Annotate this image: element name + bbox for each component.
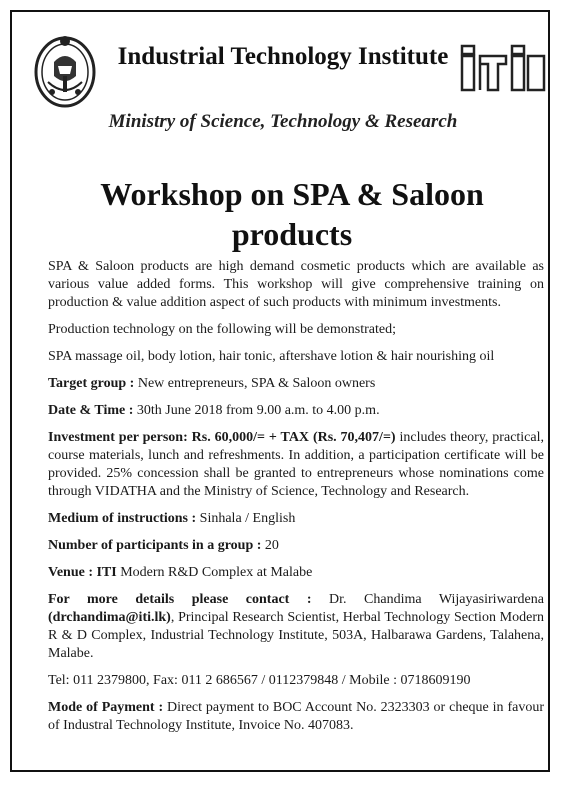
demo-intro: Production technology on the following will be demonstrated; bbox=[48, 322, 396, 337]
participants-label: Number of participants in a group : bbox=[48, 538, 262, 553]
iti-logo-icon bbox=[460, 42, 546, 94]
investment bbox=[48, 429, 544, 501]
participants-value: 20 bbox=[261, 538, 279, 553]
datetime-label: Date & Time : bbox=[48, 403, 134, 418]
institute-name: Industrial Technology Institute bbox=[117, 43, 449, 70]
target-group bbox=[48, 375, 544, 393]
venue-label: Venue : ITI bbox=[48, 565, 117, 580]
sri-lanka-emblem-icon bbox=[34, 32, 96, 108]
contact-name: Dr. Chandima Wijayasiriwardena bbox=[311, 592, 544, 607]
medium-value: Sinhala / English bbox=[196, 511, 296, 526]
contact-label: For more details please contact : bbox=[48, 592, 312, 607]
payment-value: Direct payment to BOC Account No. 2323303 or cheque in favour of Industral Technology Institute, Invoice No. 407083. bbox=[48, 700, 544, 733]
date-time bbox=[48, 402, 544, 420]
venue-value: Modern R&D Complex at Malabe bbox=[116, 565, 313, 580]
intro-paragraph: SPA & Saloon products are high demand cosmetic products which are available as various value added forms. This workshop will give comprehensive training on production & value addition aspect of such products with minimum investments. bbox=[48, 259, 544, 310]
contact-rest: , Principal Research Scientist, Herbal Technology Section Modern R & D Complex, Industrial Technology Institute, 503A, Halbarawa Gardens, Talahena, Malabe. bbox=[48, 610, 544, 661]
venue bbox=[48, 564, 544, 582]
body-text bbox=[48, 258, 544, 744]
target-value: New entrepreneurs, SPA & Saloon owners bbox=[134, 376, 376, 391]
contact bbox=[48, 591, 544, 663]
payment-label: Mode of Payment : bbox=[48, 700, 164, 715]
target-label: Target group : bbox=[48, 376, 135, 391]
participants bbox=[48, 537, 544, 555]
investment-label: Investment per person: Rs. 60,000/= + TAX (Rs. 70,407/=) bbox=[48, 430, 396, 445]
medium bbox=[48, 510, 544, 528]
datetime-value: 30th June 2018 from 9.00 a.m. to 4.00 p.m. bbox=[133, 403, 380, 418]
ministry-name: Ministry of Science, Technology & Research bbox=[108, 111, 458, 132]
contact-email: (drchandima@iti.lk) bbox=[48, 610, 171, 625]
workshop-title: Workshop on SPA & Saloon products bbox=[100, 176, 484, 252]
advertisement-frame bbox=[10, 10, 550, 772]
investment-value: includes theory, practical, course materials, lunch and refreshments. In addition, a participation certificate will be provided. 25% concession shall be granted to entrepreneurs whose nominations come through VIDATHA and the Ministry of Science, Technology and Research. bbox=[48, 430, 544, 499]
demo-list: SPA massage oil, body lotion, hair tonic, aftershave lotion & hair nourishing oil bbox=[48, 349, 495, 364]
phones: Tel: 011 2379800, Fax: 011 2 686567 / 0112379848 / Mobile : 0718609190 bbox=[48, 673, 471, 688]
payment bbox=[48, 699, 544, 735]
header bbox=[12, 12, 548, 172]
medium-label: Medium of instructions : bbox=[48, 511, 197, 526]
